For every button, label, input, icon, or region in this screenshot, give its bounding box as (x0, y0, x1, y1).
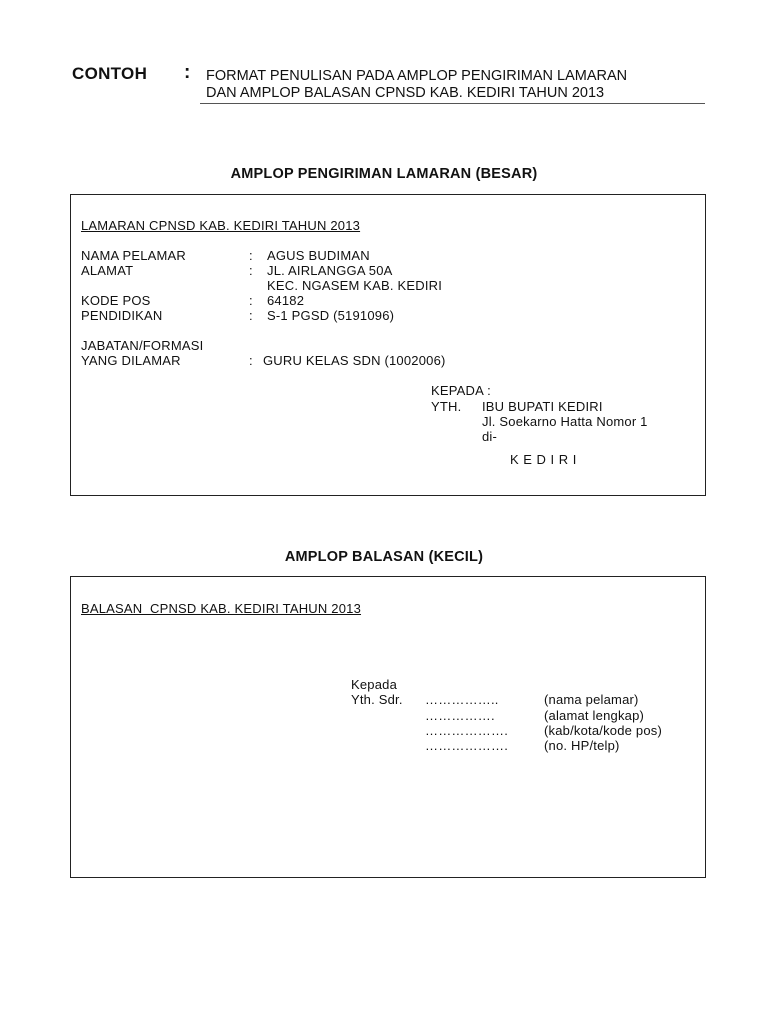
big-envelope (70, 194, 706, 496)
header-divider (200, 103, 705, 104)
recipient-kepada: KEPADA : (431, 383, 491, 398)
small-envelope-heading: BALASAN CPNSD KAB. KEDIRI TAHUN 2013 (81, 601, 362, 616)
reply-dots-telp: ………………. (425, 738, 509, 753)
field-sep-pendidikan: : (249, 308, 253, 323)
reply-yth: Yth. Sdr. (351, 692, 403, 707)
header-title-line-1: FORMAT PENULISAN PADA AMPLOP PENGIRIMAN LAMARAN (206, 68, 628, 84)
reply-hint-alamat: (alamat lengkap) (544, 708, 645, 723)
recipient-name: IBU BUPATI KEDIRI (482, 399, 603, 414)
reply-dots-alamat: ……………. (425, 708, 495, 723)
field-label-jabatan: JABATAN/FORMASI (81, 338, 204, 353)
field-sep-kode-pos: : (249, 293, 253, 308)
field-value-kode-pos: 64182 (267, 293, 305, 308)
reply-dots-nama: …………….. (425, 692, 499, 707)
field-value-pendidikan: S-1 PGSD (5191096) (267, 308, 395, 323)
reply-hint-nama: (nama pelamar) (544, 692, 639, 707)
recipient-di: di- (482, 429, 498, 444)
small-envelope (70, 576, 706, 878)
field-sep-jabatan: : (249, 353, 253, 368)
field-label-alamat: ALAMAT (81, 263, 134, 278)
example-label: CONTOH (72, 64, 148, 83)
reply-kepada: Kepada (351, 677, 398, 692)
field-label-yang-dilamar: YANG DILAMAR (81, 353, 181, 368)
field-value-alamat: JL. AIRLANGGA 50A (267, 263, 393, 278)
reply-dots-kota: ………………. (425, 723, 509, 738)
field-sep-nama: : (249, 248, 253, 263)
example-colon: : (184, 62, 191, 83)
small-envelope-title: AMPLOP BALASAN (KECIL) (284, 549, 484, 565)
field-value-alamat-line-2: KEC. NGASEM KAB. KEDIRI (267, 278, 443, 293)
big-envelope-title: AMPLOP PENGIRIMAN LAMARAN (BESAR) (230, 166, 538, 182)
field-value-jabatan: GURU KELAS SDN (1002006) (263, 353, 446, 368)
field-label-nama: NAMA PELAMAR (81, 248, 186, 263)
field-value-nama: AGUS BUDIMAN (267, 248, 370, 263)
field-sep-alamat: : (249, 263, 253, 278)
recipient-address: Jl. Soekarno Hatta Nomor 1 (482, 414, 648, 429)
recipient-city: KEDIRI (510, 452, 581, 467)
big-envelope-heading: LAMARAN CPNSD KAB. KEDIRI TAHUN 2013 (81, 218, 361, 233)
header-title-line-2: DAN AMPLOP BALASAN CPNSD KAB. KEDIRI TAHUN 2013 (206, 85, 605, 101)
reply-hint-telp: (no. HP/telp) (544, 738, 620, 753)
reply-hint-kota: (kab/kota/kode pos) (544, 723, 662, 738)
recipient-yth: YTH. (431, 399, 462, 414)
field-label-kode-pos: KODE POS (81, 293, 151, 308)
field-label-pendidikan: PENDIDIKAN (81, 308, 163, 323)
